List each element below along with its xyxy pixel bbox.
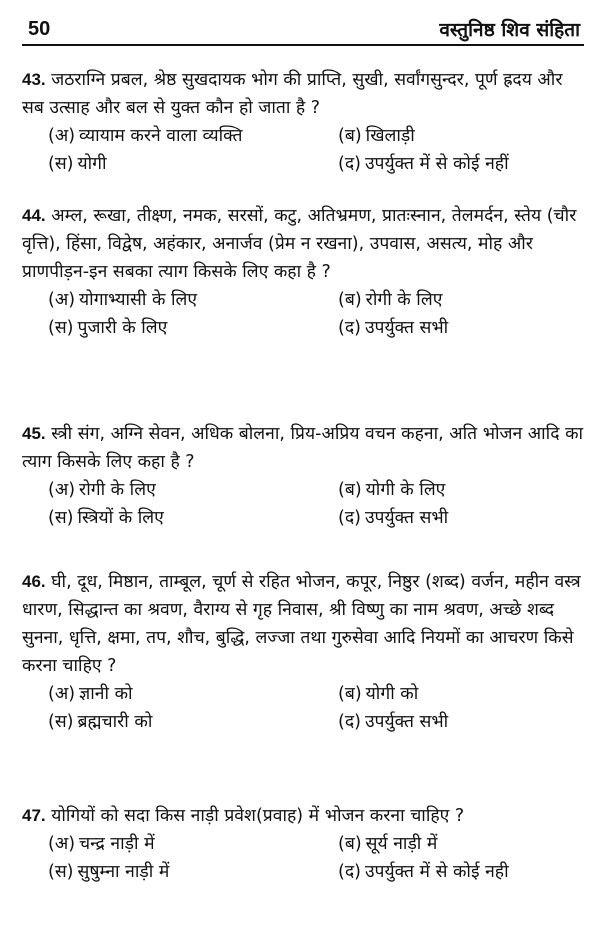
answer-option bbox=[338, 504, 600, 532]
option-mark: (स) bbox=[48, 318, 74, 338]
question-text bbox=[22, 802, 588, 830]
answer-options bbox=[48, 476, 588, 532]
question-number: 45. bbox=[22, 424, 46, 443]
book-title: वस्तुनिष्ठ शिव संहिता bbox=[439, 19, 580, 41]
answer-option bbox=[338, 150, 600, 178]
option-mark: (द) bbox=[338, 154, 361, 174]
option-mark: (स) bbox=[48, 508, 74, 528]
option-text: पुजारी के लिए bbox=[77, 318, 168, 338]
option-text: योगी के लिए bbox=[365, 480, 446, 500]
answer-option bbox=[338, 680, 600, 708]
option-text: योगाभ्यासी के लिए bbox=[79, 290, 198, 310]
question-text bbox=[22, 420, 588, 476]
option-mark: (स) bbox=[48, 862, 74, 882]
question-body: जठराग्नि प्रबल, श्रेष्ठ सुखदायक भोग की प्राप्ति, सुखी, सर्वांगसुन्दर, पूर्ण ह्रदय और सब उत्साह और बल से युक्त कौन हो जाता है ? bbox=[22, 70, 563, 118]
option-text: व्यायाम करने वाला व्यक्ति bbox=[79, 126, 243, 146]
question-47 bbox=[22, 802, 588, 886]
option-text: ब्रह्मचारी को bbox=[77, 712, 153, 732]
option-mark: (स) bbox=[48, 154, 74, 174]
option-mark: (ब) bbox=[338, 126, 362, 146]
option-mark: (अ) bbox=[48, 290, 76, 310]
question-body: योगियों को सदा किस नाड़ी प्रवेश(प्रवाह) में भोजन करना चाहिए ? bbox=[51, 806, 465, 826]
answer-option bbox=[338, 708, 600, 736]
option-mark: (द) bbox=[338, 508, 361, 528]
question-body: स्त्री संग, अग्नि सेवन, अधिक बोलना, प्रिय-अप्रिय वचन कहना, अति भोजन आदि का त्याग किसके लिए कहा है ? bbox=[22, 424, 584, 472]
option-text: रोगी के लिए bbox=[365, 290, 443, 310]
answer-option bbox=[48, 680, 338, 708]
option-text: उपर्युक्त में से कोई नहीं bbox=[364, 154, 509, 174]
option-text: उपर्युक्त में से कोई नही bbox=[364, 862, 509, 882]
question-text bbox=[22, 66, 588, 122]
option-mark: (द) bbox=[338, 712, 361, 732]
option-text: सूर्य नाड़ी में bbox=[365, 834, 438, 854]
question-body: अम्ल, रूखा, तीक्ष्ण, नमक, सरसों, कटु, अतिभ्रमण, प्रातःस्नान, तेलमर्दन, स्तेय (चौर वृत्ति), हिंसा, विद्वेष, अहंकार, अनार्जव (प्रेम न रखना), उपवास, असत्य, मोह और प्राणपीड़न-इन सबका त्याग किसके लिए कहा है ? bbox=[22, 206, 577, 282]
answer-option bbox=[48, 504, 338, 532]
answer-option bbox=[48, 122, 338, 150]
option-text: योगी को bbox=[365, 684, 419, 704]
answer-options bbox=[48, 286, 588, 342]
option-text: उपर्युक्त सभी bbox=[364, 318, 449, 338]
answer-options bbox=[48, 122, 588, 178]
option-text: खिलाड़ी bbox=[365, 126, 415, 146]
question-45 bbox=[22, 420, 588, 532]
option-mark: (स) bbox=[48, 712, 74, 732]
option-text: सुषुम्ना नाड़ी में bbox=[77, 862, 170, 882]
answer-option bbox=[338, 476, 600, 504]
page-number: 50 bbox=[28, 18, 51, 40]
question-number: 46. bbox=[22, 572, 46, 591]
answer-option bbox=[48, 476, 338, 504]
question-43 bbox=[22, 66, 588, 178]
answer-option bbox=[48, 150, 338, 178]
option-text: ज्ञानी को bbox=[79, 684, 133, 704]
question-text bbox=[22, 202, 588, 286]
option-mark: (द) bbox=[338, 318, 361, 338]
answer-option bbox=[338, 286, 600, 314]
option-text: चन्द्र नाड़ी में bbox=[79, 834, 155, 854]
question-number: 43. bbox=[22, 70, 46, 89]
option-mark: (द) bbox=[338, 862, 361, 882]
option-text: उपर्युक्त सभी bbox=[364, 712, 449, 732]
question-number: 44. bbox=[22, 206, 46, 225]
option-mark: (ब) bbox=[338, 480, 362, 500]
answer-option bbox=[338, 122, 600, 150]
option-mark: (ब) bbox=[338, 684, 362, 704]
answer-option bbox=[338, 830, 600, 858]
answer-option bbox=[48, 708, 338, 736]
answer-option bbox=[48, 314, 338, 342]
answer-option bbox=[338, 314, 600, 342]
question-number: 47. bbox=[22, 806, 46, 825]
option-mark: (ब) bbox=[338, 290, 362, 310]
question-44 bbox=[22, 202, 588, 342]
answer-options bbox=[48, 830, 588, 886]
answer-options bbox=[48, 680, 588, 736]
question-body: घी, दूध, मिष्ठान, ताम्बूल, चूर्ण से रहित भोजन, कपूर, निष्ठुर (शब्द) वर्जन, महीन वस्त्र धारण, सिद्धान्त का श्रवण, वैराग्य से गृह निवास, श्री विष्णु का नाम श्रवण, अच्छे शब्द सुनना, धृत्ति, क्षमा, तप, शौच, बुद्धि, लज्जा तथा गुरुसेवा आदि नियमों का आचरण किसे करना चाहिए ? bbox=[22, 572, 581, 676]
option-mark: (ब) bbox=[338, 834, 362, 854]
option-mark: (अ) bbox=[48, 126, 76, 146]
option-mark: (अ) bbox=[48, 684, 76, 704]
option-text: उपर्युक्त सभी bbox=[364, 508, 449, 528]
page-header bbox=[22, 14, 584, 46]
answer-option bbox=[48, 858, 338, 886]
question-46 bbox=[22, 568, 588, 736]
option-text: रोगी के लिए bbox=[79, 480, 156, 500]
option-text: स्त्रियों के लिए bbox=[77, 508, 164, 528]
answer-option bbox=[48, 830, 338, 858]
option-mark: (अ) bbox=[48, 834, 76, 854]
question-text bbox=[22, 568, 588, 680]
option-text: योगी bbox=[77, 154, 107, 174]
answer-option bbox=[48, 286, 338, 314]
answer-option bbox=[338, 858, 600, 886]
option-mark: (अ) bbox=[48, 480, 76, 500]
